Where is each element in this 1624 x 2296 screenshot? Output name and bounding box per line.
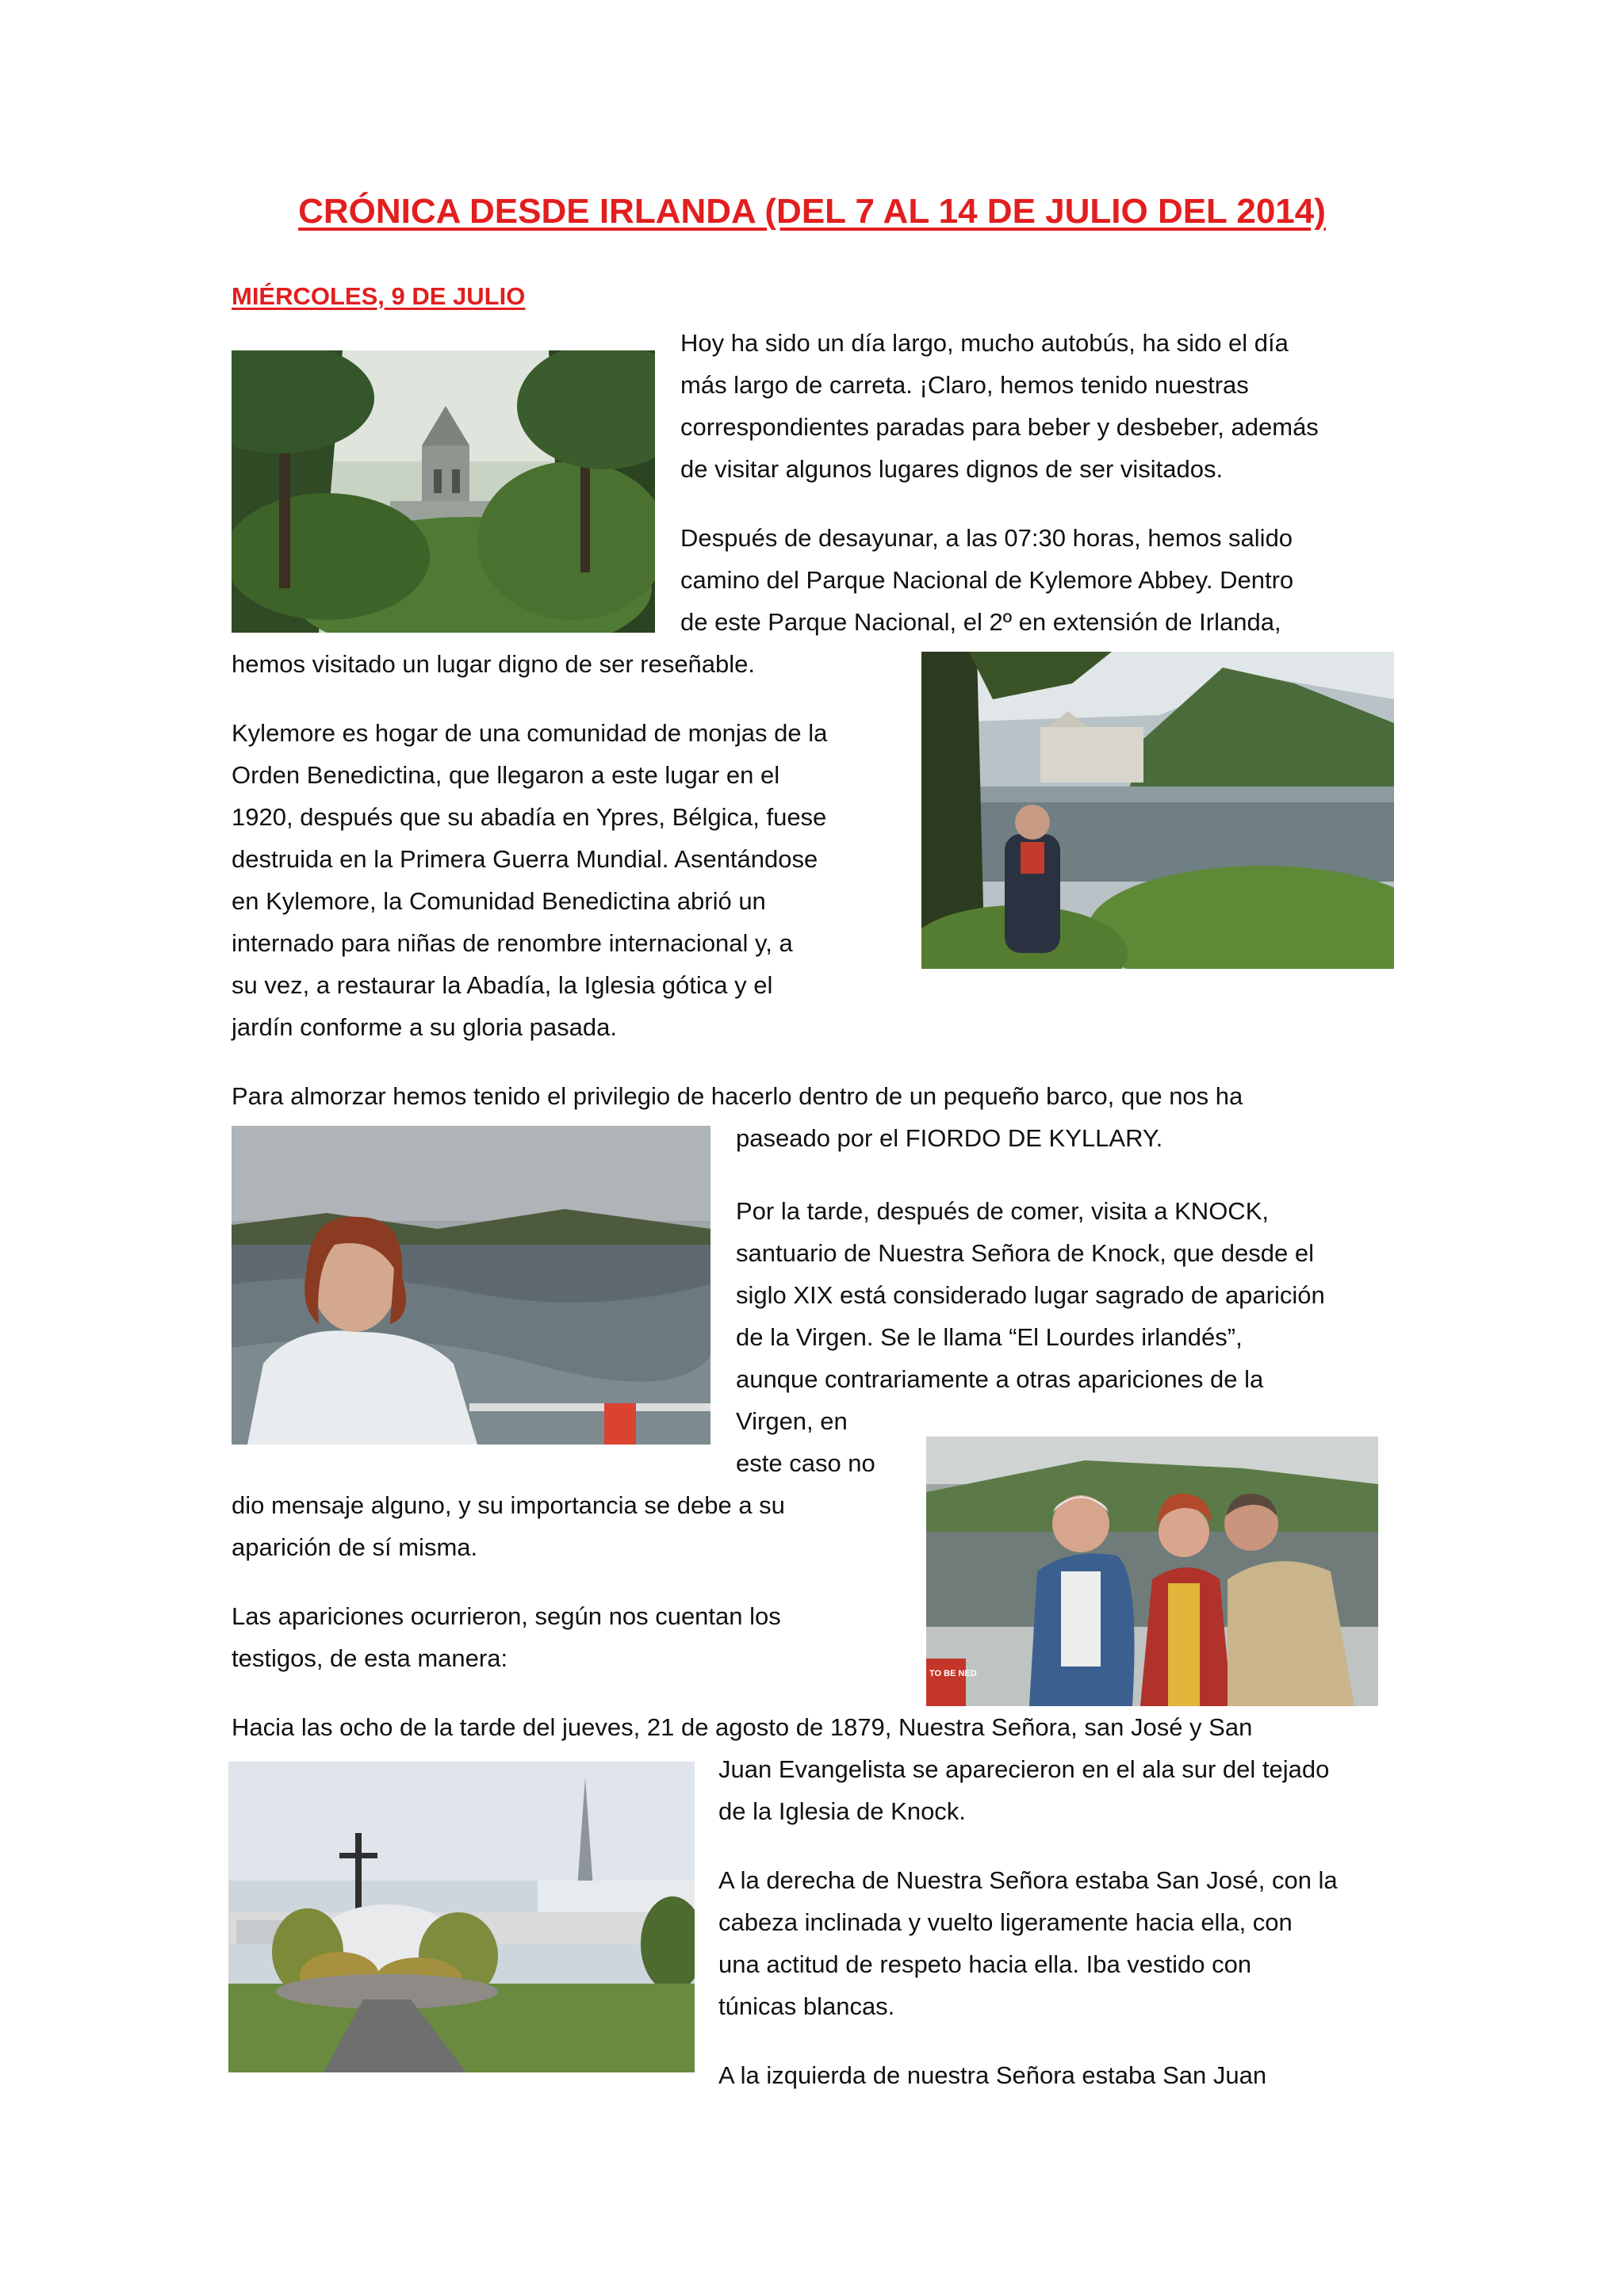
text-line: correspondientes paradas para beber y desbeber, además (680, 413, 1319, 441)
text-line: A la izquierda de nuestra Señora estaba San Juan (718, 2061, 1267, 2089)
text-line: Orden Benedictina, que llegaron a este lugar en el (232, 761, 780, 789)
text-line: más largo de carreta. ¡Claro, hemos tenido nuestras (680, 371, 1249, 399)
text-line: dio mensaje alguno, y su importancia se debe a su (232, 1491, 785, 1519)
group-boat-photo (926, 1437, 1378, 1706)
text-line: de la Virgen. Se le llama “El Lourdes irlandés”, (736, 1323, 1243, 1351)
text-line: de la Iglesia de Knock. (718, 1797, 966, 1825)
text-line: A la derecha de Nuestra Señora estaba San José, con la (718, 1866, 1338, 1894)
text-line: Juan Evangelista se aparecieron en el ala sur del tejado (718, 1755, 1330, 1783)
text-line: 1920, después que su abadía en Ypres, Bélgica, fuese (232, 803, 827, 831)
text-line: su vez, a restaurar la Abadía, la Iglesia gótica y el (232, 971, 773, 999)
text-line: internado para niñas de renombre internacional y, a (232, 929, 793, 957)
sign-text: TO BE NED (929, 1669, 977, 1678)
text-line: destruida en la Primera Guerra Mundial. Asentándose (232, 845, 818, 873)
text-line: jardín conforme a su gloria pasada. (232, 1013, 617, 1041)
date-heading: MIÉRCOLES, 9 DE JULIO (232, 282, 526, 310)
text-line: Las apariciones ocurrieron, según nos cuentan los (232, 1602, 781, 1630)
text-line: Después de desayunar, a las 07:30 horas, hemos salido (680, 524, 1293, 552)
text-line: Hoy ha sido un día largo, mucho autobús, ha sido el día (680, 329, 1289, 357)
knock-shrine-photo (228, 1762, 695, 2072)
text-line: Hacia las ocho de la tarde del jueves, 21 de agosto de 1879, Nuestra Señora, san José y San (232, 1713, 1253, 1741)
text-line: una actitud de respeto hacia ella. Iba vestido con (718, 1950, 1252, 1978)
text-line: Para almorzar hemos tenido el privilegio de hacerlo dentro de un pequeño barco, que nos ha (232, 1082, 1243, 1110)
lake-abbey-man-photo (921, 652, 1394, 969)
text-line: paseado por el FIORDO DE KYLLARY. (736, 1124, 1163, 1152)
abbey-forest-photo (232, 350, 655, 633)
text-line: de visitar algunos lugares dignos de ser visitados. (680, 455, 1224, 483)
text-line: Kylemore es hogar de una comunidad de monjas de la (232, 719, 828, 747)
text-line: testigos, de esta manera: (232, 1644, 508, 1672)
document-title: CRÓNICA DESDE IRLANDA (DEL 7 AL 14 DE JULIO DEL 2014) (298, 192, 1326, 231)
text-line: cabeza inclinada y vuelto ligeramente hacia ella, con (718, 1908, 1293, 1936)
text-line: santuario de Nuestra Señora de Knock, que desde el (736, 1239, 1314, 1267)
text-line: aparición de sí misma. (232, 1533, 478, 1561)
text-line: Por la tarde, después de comer, visita a KNOCK, (736, 1197, 1269, 1225)
text-line: Virgen, en (736, 1407, 848, 1435)
text-line: este caso no (736, 1449, 875, 1477)
text-line: aunque contrariamente a otras apariciones de la (736, 1365, 1264, 1393)
text-line: túnicas blancas. (718, 1992, 895, 2020)
text-line: en Kylemore, la Comunidad Benedictina abrió un (232, 887, 766, 915)
boat-woman-photo (232, 1126, 710, 1445)
text-line: siglo XIX está considerado lugar sagrado de aparición (736, 1281, 1325, 1309)
text-line: camino del Parque Nacional de Kylemore Abbey. Dentro (680, 566, 1294, 594)
text-line: hemos visitado un lugar digno de ser reseñable. (232, 650, 756, 678)
text-line: de este Parque Nacional, el 2º en extensión de Irlanda, (680, 608, 1281, 636)
